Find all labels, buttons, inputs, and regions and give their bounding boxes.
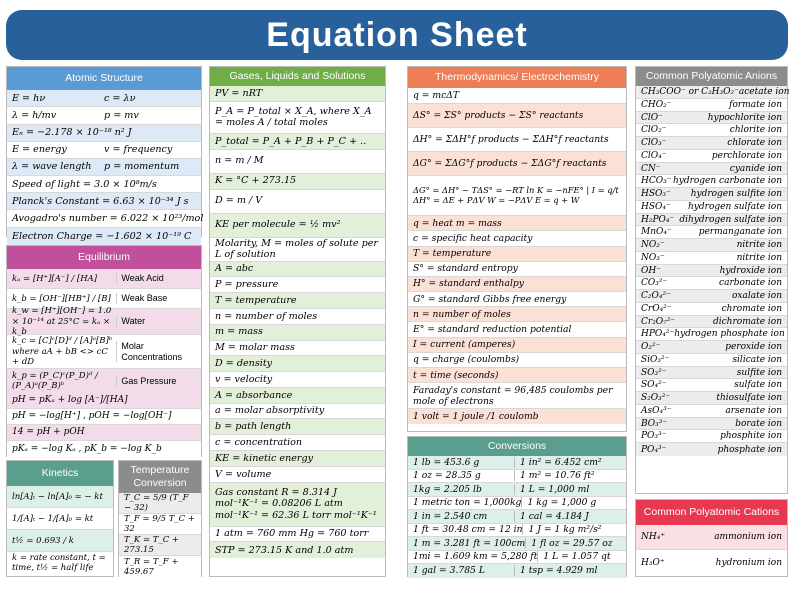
atomic-row-col0: E = energy [12, 144, 67, 156]
page-title: Equation Sheet [6, 10, 788, 60]
thermo-row [408, 176, 626, 216]
conversion-row [408, 510, 626, 524]
equilibrium-row [7, 335, 201, 369]
anion-row [636, 341, 787, 354]
equilibrium-extra-row [7, 441, 201, 457]
gases-row-text: P_A = P_total × X_A, where X_A = moles A / total moles [215, 105, 372, 129]
anion-formula: CrO₄²⁻ [641, 303, 672, 314]
thermo-row [408, 338, 626, 353]
equilibrium-extra-row-text: pKₐ = −log Kₐ , pK_b = −log K_b [12, 443, 162, 454]
conversion-row-col1: 1 kg = 1,000 g [527, 497, 597, 509]
anion-formula: CN⁻ [641, 163, 661, 174]
anion-row [636, 277, 787, 290]
anion-formula: OH⁻ [641, 265, 661, 276]
anion-formula: AsO₄³⁻ [641, 405, 672, 416]
atomic-row [7, 90, 201, 107]
anion-row [636, 328, 787, 341]
equilibrium-equation: k_w = [H⁺][OH⁻] = 1.0 × 10⁻¹⁴ at 25°C = kₐ × k_b [12, 306, 112, 337]
anion-formula: HPO₄²⁻ [641, 329, 675, 340]
thermo-row [408, 353, 626, 368]
anion-row [636, 163, 787, 176]
atomic-structure-header: Atomic Structure [7, 67, 201, 90]
atomic-row [7, 210, 204, 227]
gases-row [210, 325, 385, 341]
anion-row [636, 430, 787, 443]
conversion-row [408, 537, 626, 551]
temperature-row-text: T_C = 5/9 (T_F − 32) [124, 493, 189, 514]
anion-name: hydroxide ion [719, 265, 782, 276]
kinetics-panel [6, 460, 114, 577]
thermo-row-text: I = current (amperes) [413, 339, 516, 351]
anion-formula: HSO₃⁻ [641, 189, 671, 199]
kinetics-row [7, 530, 113, 552]
anion-formula: SO₃²⁻ [641, 367, 667, 378]
thermo-panel [407, 66, 627, 432]
thermo-row-text: E° = standard reduction potential [413, 324, 572, 336]
thermo-row-text: ΔG° = ΔH° − TΔS° = −RT ln K = −nFE° | I = q/t ΔH° = ΔE + PΔV W = −PΔV E = q + W [413, 184, 619, 205]
gases-row [210, 309, 385, 325]
thermo-row [408, 128, 626, 152]
anion-name: borate ion [735, 418, 782, 429]
gases-row-text: V = volume [215, 468, 272, 480]
thermo-row [408, 231, 626, 246]
anion-name: sulfate ion [734, 380, 782, 391]
gases-row [210, 419, 385, 435]
gases-row [210, 150, 385, 174]
anion-formula: C₂O₄²⁻ [641, 291, 671, 301]
conversion-row-col0: 1 in = 2.540 cm [413, 511, 515, 522]
kinetics-header: Kinetics [7, 461, 113, 486]
atomic-row-col1: p = mv [104, 109, 139, 121]
thermo-row-text: G° = standard Gibbs free energy [413, 293, 567, 305]
gases-row-text: A = abc [215, 263, 254, 275]
gases-row [210, 404, 385, 420]
temperature-panel [118, 460, 202, 577]
thermo-row [408, 88, 626, 104]
thermo-row-text: S° = standard entropy [413, 263, 518, 275]
conversion-row-col0: 1 lb = 453.6 g [413, 457, 515, 468]
conversion-row-col0: 1 ft = 30.48 cm = 12 in [413, 524, 523, 536]
anion-formula: HCO₃⁻ [641, 176, 672, 187]
anion-row [636, 418, 787, 431]
kinetics-row-text: 1/[A]ₜ − 1/[A]₀ = kt [12, 513, 94, 524]
temperature-row [119, 514, 201, 535]
anion-formula: SiO₃²⁻ [641, 354, 670, 365]
equilibrium-row [7, 369, 201, 393]
atomic-row-col0: λ = wave length [12, 161, 92, 173]
conversion-row-col0: 1 metric ton = 1,000kg [413, 497, 522, 509]
thermo-row [408, 368, 626, 383]
gases-row-text: K = °C + 273.15 [215, 175, 297, 187]
gases-row [210, 467, 385, 483]
equilibrium-equation: kₐ = [H⁺][A⁻] / [HA] [12, 273, 98, 284]
anion-formula: ClO₄⁻ [641, 150, 667, 161]
anion-row [636, 405, 787, 418]
temperature-row-text: T_F = 9/5 T_C + 32 [124, 514, 195, 535]
anion-row [636, 86, 790, 99]
conversion-row-col1: 1 fl oz = 29.57 oz [531, 537, 613, 549]
gases-row-text: KE per molecule = ½ mv² [215, 219, 341, 231]
kinetics-row [7, 552, 113, 574]
atomic-row [7, 159, 201, 176]
anion-row [636, 252, 787, 265]
anion-row [636, 379, 787, 392]
anion-row [636, 188, 787, 201]
atomic-row-col0: λ = h/mv [12, 109, 57, 121]
anion-name: carbonate ion [719, 278, 782, 289]
atomic-row-col0: Electron Charge = −1.602 × 10⁻¹⁹ C [12, 230, 192, 242]
equilibrium-label: Molar Concentrations [116, 341, 196, 363]
atomic-structure-panel [6, 66, 204, 242]
anion-name: hydrogen sulfite ion [690, 189, 782, 199]
anion-formula: O₂²⁻ [641, 342, 661, 352]
atomic-row [7, 228, 201, 245]
anion-row [636, 175, 787, 188]
conversion-row-col1: 1 cal = 4.184 J [520, 510, 589, 522]
anion-formula: ClO₂⁻ [641, 125, 667, 136]
conversion-row-col0: 1 m = 3.281 ft = 100cm [413, 537, 526, 549]
anion-formula: HSO₄⁻ [641, 201, 671, 212]
gases-row-text: a = molar absorptivity [215, 405, 325, 417]
thermo-row [408, 383, 626, 409]
cation-name: hydronium ion [715, 557, 782, 568]
atomic-row [7, 176, 201, 193]
equilibrium-extra-row-text: pH = −log[H⁺] , pOH = −log[OH⁻] [12, 411, 172, 422]
atomic-row-col0: E = hν [12, 92, 46, 104]
anion-formula: BO₃³⁻ [641, 418, 668, 429]
anion-name: permanganate ion [698, 227, 782, 238]
anion-row [636, 443, 787, 456]
gases-row-text: STP = 273.15 K and 1.0 atm [215, 544, 354, 556]
anion-formula: PO₃³⁻ [641, 431, 667, 442]
atomic-row-col1: v = frequency [104, 144, 173, 156]
anion-row [636, 150, 787, 163]
gases-row-text: KE = kinetic energy [215, 452, 314, 464]
thermo-row-text: n = number of moles [413, 308, 511, 320]
thermo-row-text: ΔG° = ΣΔG°f products − ΣΔG°f reactants [413, 158, 607, 170]
equilibrium-label: Weak Acid [116, 273, 196, 284]
conversion-row [408, 564, 626, 578]
gases-row [210, 134, 385, 150]
gases-row-text: D = density [215, 357, 273, 369]
kinetics-row-text: k = rate constant, t = time, t½ = half life [12, 552, 106, 574]
equilibrium-extra-row [7, 409, 201, 425]
anion-row [636, 265, 787, 278]
anion-name: formate ion [729, 99, 782, 110]
anion-name: hydrogen sulfate ion [688, 201, 782, 212]
anion-name: phosphate ion [717, 444, 782, 455]
gases-row-text: T = temperature [215, 294, 297, 306]
equilibrium-equation: k_p = (P_C)ᶜ(P_D)ᵈ / (P_A)ᵃ(P_B)ᵇ [12, 370, 98, 392]
anion-formula: CO₃²⁻ [641, 278, 668, 289]
temperature-header: Temperature Conversion [119, 461, 201, 493]
cation-row [636, 550, 787, 575]
thermo-row-text: ΔS° = ΣS° products − ΣS° reactants [413, 110, 584, 122]
conversions-header: Conversions [408, 437, 626, 456]
equilibrium-extra-row-text: 14 = pH + pOH [12, 427, 85, 438]
gases-row [210, 372, 385, 388]
anion-row [636, 316, 787, 329]
anion-formula: H₂PO₄⁻ [641, 214, 675, 225]
equilibrium-extra-row [7, 393, 201, 409]
thermo-header: Thermodynamics/ Electrochemistry [408, 67, 626, 88]
equilibrium-extra-row-text: pH = pKₐ + log [A⁻]/[HA] [12, 395, 128, 406]
gases-row-text: A = absorbance [215, 389, 293, 401]
gases-row-text: n = m / M [215, 155, 264, 167]
anion-name: dichromate ion [713, 316, 782, 327]
anion-row [636, 303, 787, 316]
thermo-row [408, 277, 626, 292]
gases-row-text: 1 atm = 760 mm Hg = 760 torr [215, 528, 369, 540]
cation-formula: H₃O⁺ [641, 557, 665, 568]
gases-row-text: P_total = P_A + P_B + P_C + .. [215, 135, 367, 147]
thermo-row-text: t = time (seconds) [413, 369, 499, 381]
atomic-row-col0: Eₙ = −2.178 × 10⁻¹⁸ n² J [12, 127, 132, 139]
conversion-row-col1: 1 L = 1.057 qt [543, 551, 611, 563]
cation-formula: NH₄⁺ [641, 532, 666, 543]
anion-row [636, 354, 787, 367]
conversion-row-col1: 1 J = 1 kg m²/s² [528, 524, 602, 536]
gases-row-text: m = mass [215, 326, 263, 338]
gases-row [210, 341, 385, 357]
anion-row [636, 367, 787, 380]
gases-row [210, 435, 385, 451]
gases-row [210, 238, 385, 262]
temperature-row-text: T_K = T_C + 273.15 [124, 535, 180, 556]
anion-name: peroxide ion [725, 342, 782, 352]
kinetics-row-text: t½ = 0.693 / k [12, 535, 74, 546]
atomic-row-col1: p = momentum [104, 161, 180, 173]
thermo-row [408, 409, 626, 424]
atomic-row-col0: Avogadro's number = 6.022 × 10²³/mol [12, 213, 204, 225]
thermo-row [408, 322, 626, 337]
anion-name: chromate ion [721, 303, 782, 314]
anion-formula: CH₃COO⁻ or C₂H₃O₂⁻ [641, 87, 739, 97]
thermo-row [408, 262, 626, 277]
equilibrium-label: Weak Base [116, 293, 196, 304]
anion-formula: SO₄²⁻ [641, 380, 667, 391]
anion-row [636, 214, 787, 227]
anion-name: hypochlorite ion [707, 112, 782, 123]
thermo-row-text: T = temperature [413, 248, 492, 260]
equilibrium-equation: k_b = [OH⁻][HB⁺] / [B] [12, 293, 111, 304]
anion-name: nitrite ion [736, 252, 782, 263]
gases-row [210, 102, 385, 134]
anion-formula: ClO⁻ [641, 112, 663, 123]
gases-row-text: Gas constant R = 8.314 J mol⁻¹K⁻¹ = 0.08206 L atm mol⁻¹K⁻¹ = 62.36 L torr mol⁻¹K⁻¹ [215, 486, 377, 521]
anion-name: chlorate ion [727, 138, 782, 148]
gases-row-text: c = concentration [215, 436, 303, 448]
anion-name: phosphite ion [720, 431, 782, 442]
anion-formula: PO₄³⁻ [641, 444, 667, 455]
cations-panel [635, 499, 788, 577]
thermo-row [408, 216, 626, 231]
gases-row [210, 190, 385, 214]
atomic-row-col0: Planck's Constant = 6.63 × 10⁻³⁴ J s [12, 195, 189, 207]
equilibrium-label: Gas Pressure [116, 376, 196, 387]
gases-row [210, 293, 385, 309]
gases-row-text: b = path length [215, 421, 292, 433]
gases-row-text: D = m / V [215, 195, 263, 207]
gases-row-text: Molarity, M = moles of solute per L of solution [215, 237, 379, 261]
equilibrium-header: Equilibrium [7, 246, 201, 269]
equilibrium-row [7, 269, 201, 289]
gases-header: Gases, Liquids and Solutions [210, 67, 385, 86]
anion-row [636, 112, 787, 125]
gases-row [210, 214, 385, 238]
thermo-row-text: q = charge (coulombs) [413, 354, 520, 366]
anion-row [636, 226, 787, 239]
anion-row [636, 99, 787, 112]
gases-row [210, 277, 385, 293]
anion-formula: NO₂⁻ [641, 240, 665, 250]
anions-header: Common Polyatomic Anions [636, 67, 787, 86]
conversion-row-col1: 1 L = 1,000 ml [520, 483, 590, 495]
conversion-row-col1: 1 m² = 10.76 ft² [520, 470, 595, 482]
conversion-row [408, 483, 626, 497]
atomic-row [7, 142, 201, 159]
anion-row [636, 124, 787, 137]
anion-formula: S₂O₃²⁻ [641, 393, 671, 403]
equilibrium-equation: k_c = [C]ᶜ[D]ᵈ / [A]ᵃ[B]ᵇ where aA + bB <> cC + dD [12, 336, 113, 367]
atomic-row-col1: c = λν [104, 92, 136, 104]
equilibrium-panel [6, 245, 202, 457]
anion-name: hydrogen phosphate ion [674, 329, 785, 340]
equilibrium-row [7, 306, 201, 337]
gases-row [210, 356, 385, 372]
anion-row [636, 290, 787, 303]
conversion-row-col0: 1kg = 2.205 lb [413, 484, 515, 495]
conversion-row [408, 456, 626, 470]
temperature-row [119, 535, 201, 556]
thermo-row [408, 292, 626, 307]
thermo-row [408, 247, 626, 262]
gases-row [210, 527, 385, 543]
conversion-row [408, 551, 626, 565]
anion-formula: NO₃⁻ [641, 252, 665, 263]
anion-name: hydrogen carbonate ion [672, 176, 782, 187]
gases-panel [209, 66, 386, 577]
kinetics-row-text: ln[A]ₜ − ln[A]₀ = − kt [12, 491, 103, 502]
conversion-row-col1: 1 in² = 6.452 cm² [520, 456, 602, 468]
gases-row [210, 86, 385, 102]
equilibrium-label: Water [116, 316, 196, 327]
conversion-row [408, 497, 626, 511]
anion-name: acetate ion [738, 87, 790, 97]
conversion-row-col0: 1 gal = 3.785 L [413, 565, 515, 576]
gases-row [210, 483, 385, 527]
anion-name: perchlorate ion [711, 150, 782, 161]
anion-name: chlorite ion [729, 125, 782, 136]
thermo-row [408, 104, 626, 128]
cation-name: ammonium ion [714, 532, 782, 543]
thermo-row-text: c = specific heat capacity [413, 232, 533, 244]
conversions-panel [407, 436, 627, 577]
temperature-row-text: T_R = T_F + 459.67 [124, 556, 179, 577]
anion-formula: ClO₃⁻ [641, 138, 667, 148]
anion-formula: MnO₄⁻ [641, 227, 672, 238]
anion-name: sulfite ion [736, 367, 782, 378]
anion-formula: CHO₂⁻ [641, 99, 672, 110]
atomic-row [7, 193, 201, 210]
atomic-row-col0: Speed of light = 3.0 × 10⁸m/s [12, 178, 157, 190]
gases-row [210, 388, 385, 404]
gases-row [210, 451, 385, 467]
equilibrium-extra-row [7, 425, 201, 441]
temperature-row [119, 493, 201, 514]
anion-formula: Cr₂O₇²⁻ [641, 316, 676, 327]
conversion-row [408, 470, 626, 484]
gases-row-text: v = velocity [215, 373, 273, 385]
thermo-row [408, 152, 626, 176]
atomic-row [7, 125, 201, 142]
thermo-row-text: H° = standard enthalpy [413, 278, 524, 290]
gases-row-text: P = pressure [215, 278, 279, 290]
thermo-row-text: q = heat m = mass [413, 217, 502, 229]
thermo-row-text: Faraday's constant = 96,485 coulombs per mole of electrons [413, 384, 613, 407]
gases-row-text: M = molar mass [215, 342, 295, 354]
kinetics-row [7, 508, 113, 530]
gases-row-text: n = number of moles [215, 310, 318, 322]
anion-row [636, 392, 787, 405]
conversion-row-col0: 1 oz = 28.35 g [413, 470, 515, 481]
gases-row-text: PV = nRT [215, 87, 263, 99]
anion-name: arsenate ion [725, 405, 782, 416]
gases-row [210, 262, 385, 278]
conversion-row-col0: 1mi = 1.609 km = 5,280 ft [413, 551, 538, 563]
anion-row [636, 137, 787, 150]
anion-name: dihydrogen sulfate ion [679, 214, 782, 225]
thermo-row-text: ΔH° = ΣΔH°f products − ΣΔH°f reactants [413, 134, 609, 146]
anion-name: thiosulfate ion [716, 393, 782, 403]
cation-row [636, 525, 787, 550]
gases-row [210, 174, 385, 190]
anion-name: cyanide ion [729, 163, 782, 174]
gases-row [210, 542, 385, 558]
anion-name: nitrite ion [736, 240, 782, 250]
anions-panel [635, 66, 788, 494]
thermo-row [408, 307, 626, 322]
cations-header: Common Polyatomic Cations [636, 500, 787, 525]
conversion-row [408, 524, 626, 538]
kinetics-row [7, 486, 113, 508]
atomic-row [7, 107, 201, 124]
conversion-row-col1: 1 tsp = 4.929 ml [520, 565, 598, 577]
anion-row [636, 239, 787, 252]
anion-name: silicate ion [732, 354, 782, 365]
anion-name: oxalate ion [731, 291, 782, 301]
temperature-row [119, 556, 201, 577]
thermo-row-text: q = mcΔT [413, 90, 460, 102]
anion-row [636, 201, 787, 214]
thermo-row-text: 1 volt = 1 joule /1 coulomb [413, 411, 539, 423]
